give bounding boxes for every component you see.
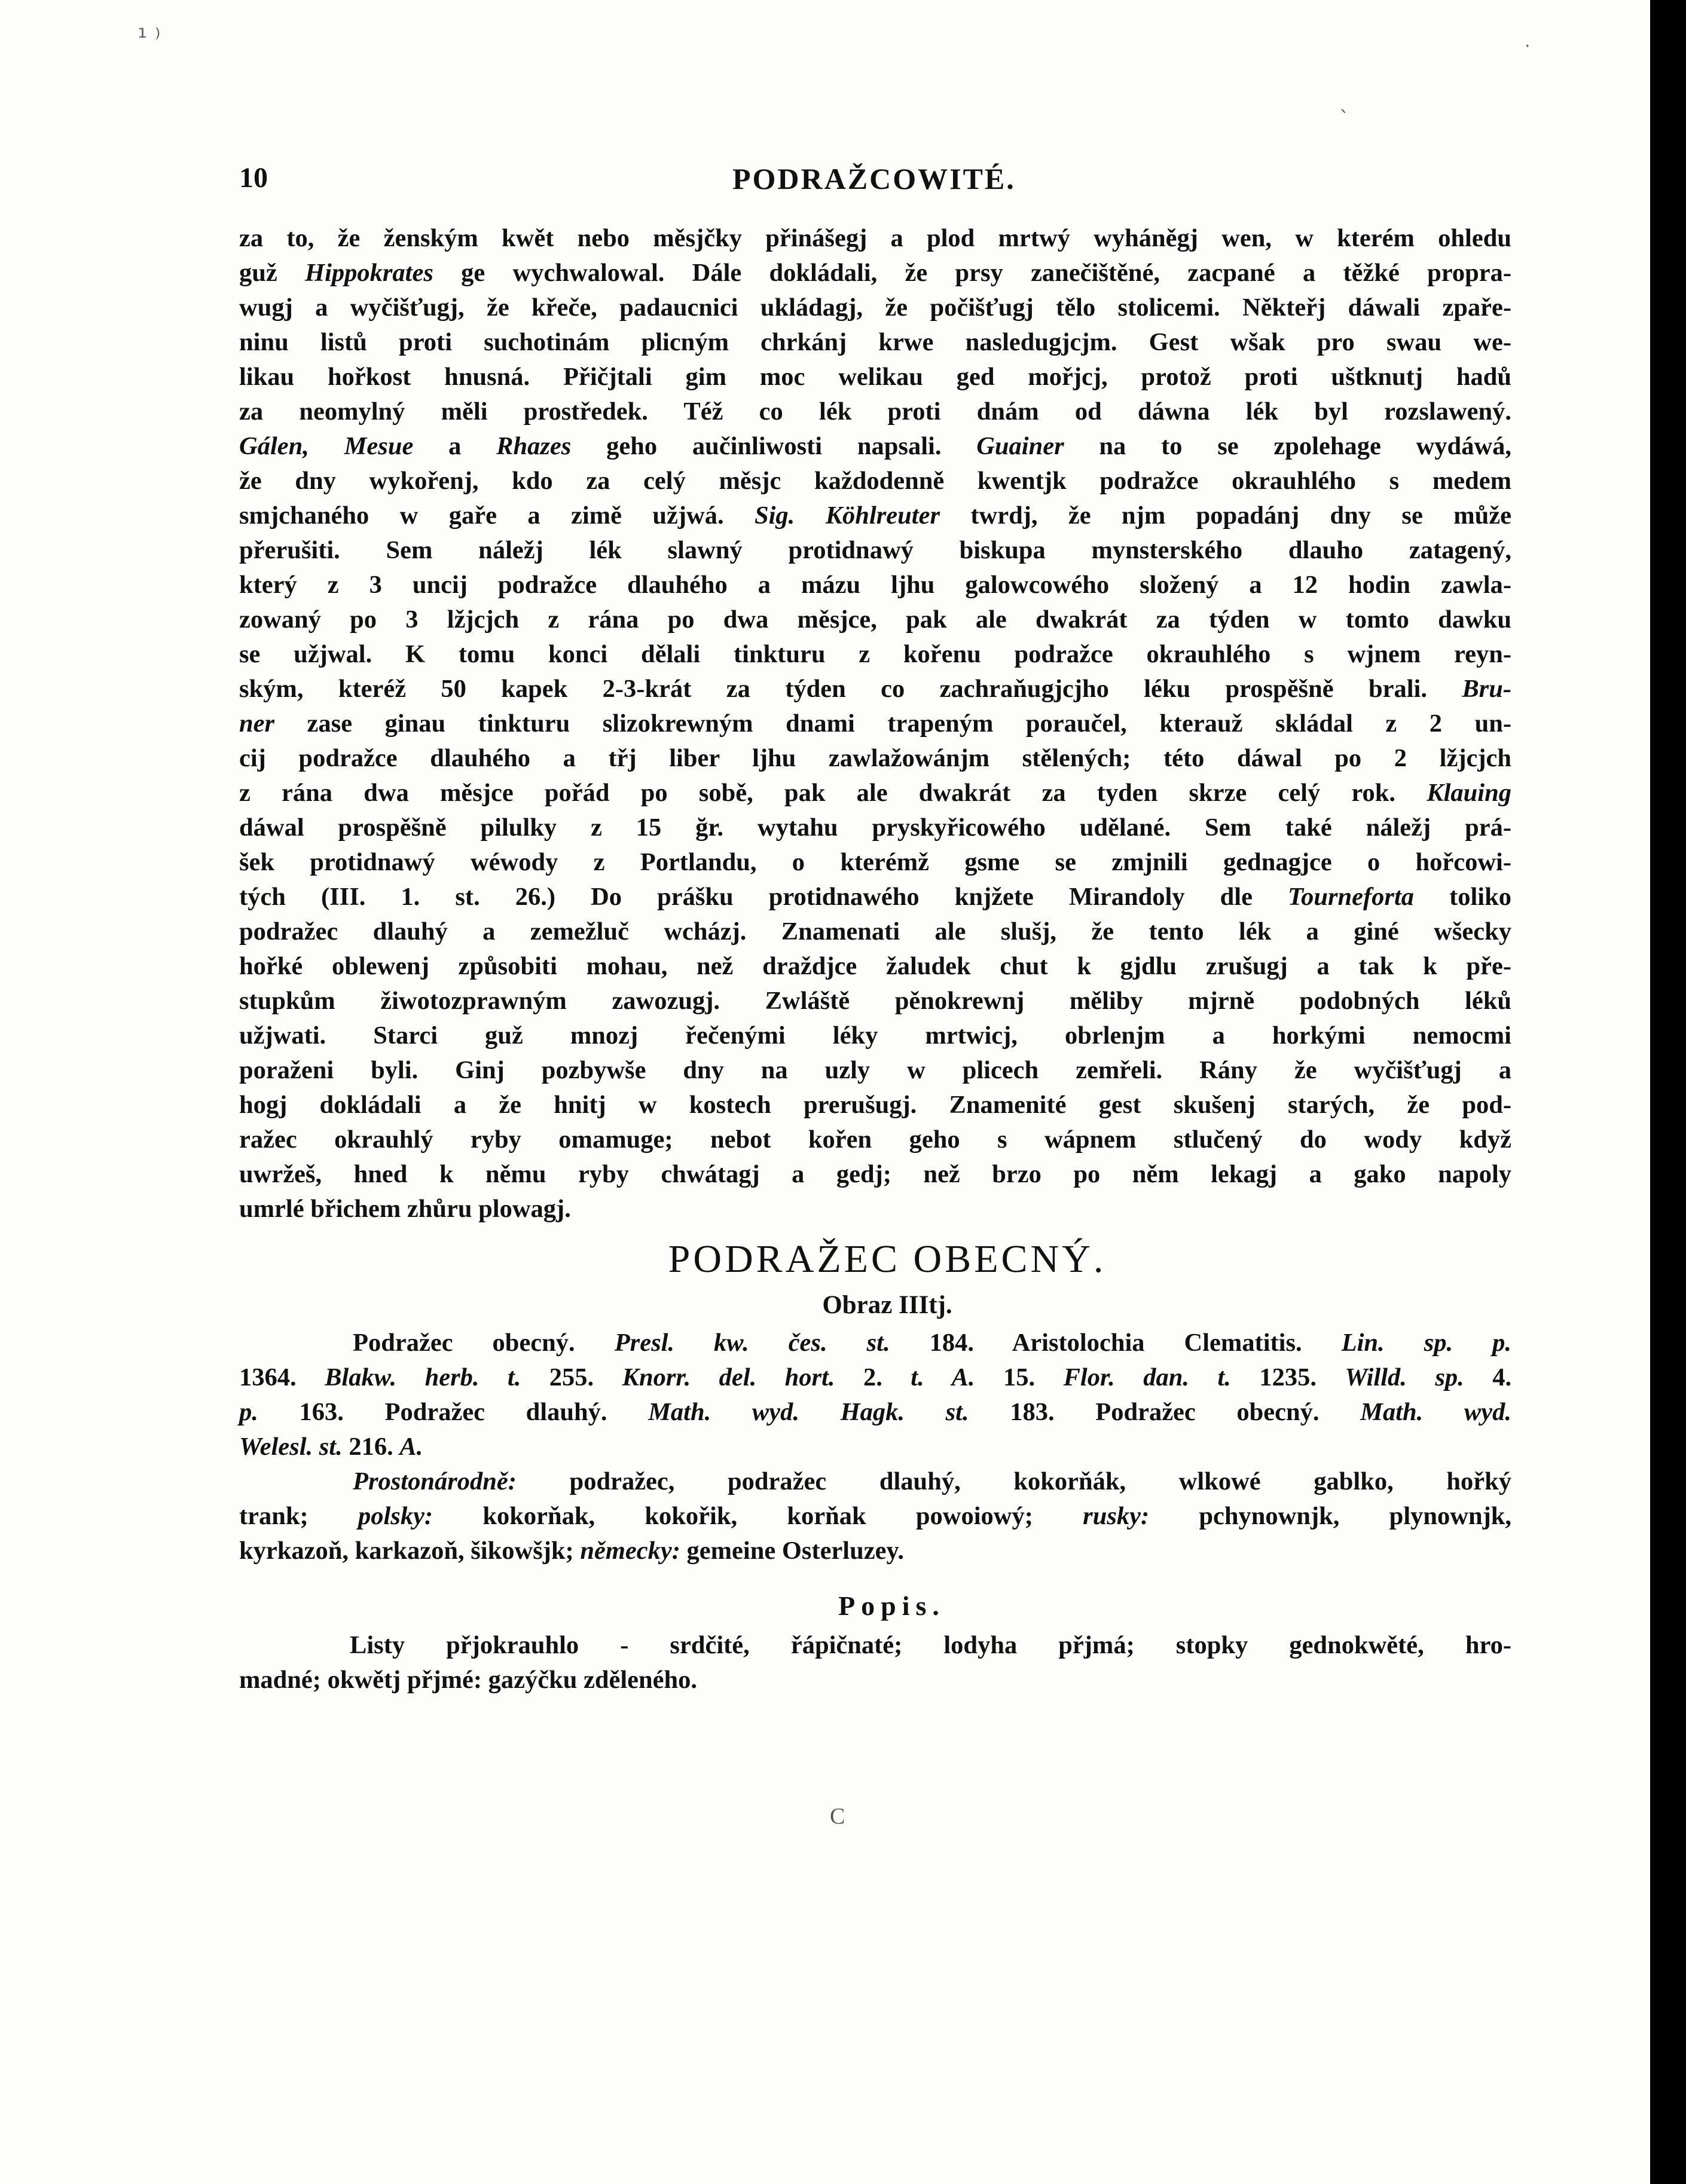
description-heading: Popis. bbox=[838, 1590, 945, 1621]
synonym-line: Podražec obecný. Presl. kw. čes. st. 184. Aristolochia Clematitis. Lin. sp. p. bbox=[353, 1329, 1511, 1357]
italic-citation: Rhazes bbox=[496, 432, 572, 460]
synonymy-block bbox=[239, 1326, 1511, 1464]
text-line: wugj a wyčišťugj, že křeče, padaucnici ukládagj, že počišťugj tělo stolicemi. Někteřj dáwali zpaře- bbox=[239, 293, 1511, 322]
page-number: 10 bbox=[239, 162, 268, 194]
text-line: stupkům žiwotozprawným zawozugj. Zwláště pěnokrewnj měliby mjrně podobných léků bbox=[239, 987, 1511, 1015]
scan-speck: · bbox=[1525, 36, 1531, 57]
italic-citation: Willd. sp. bbox=[1345, 1363, 1464, 1391]
page-body bbox=[239, 221, 1511, 1697]
italic-citation: Klauing bbox=[1427, 779, 1511, 807]
text-line: za to, že ženským kwět nebo měsjčky přinášegj a plod mrtwý wyháněgj wen, w kterém ohledu bbox=[239, 224, 1511, 252]
italic-citation: rusky: bbox=[1083, 1502, 1150, 1530]
signature-mark: C bbox=[830, 1804, 845, 1829]
text-line: hogj dokládali a že hnitj w kostech prerušugj. Znamenité gest skušenj starých, že pod- bbox=[239, 1091, 1511, 1119]
description-line: madné; okwětj přjmé: gazýčku zděleného. bbox=[239, 1666, 698, 1694]
italic-citation: Flor. dan. t. bbox=[1063, 1363, 1231, 1391]
italic-citation: Math. wyd. Hagk. st. bbox=[648, 1398, 969, 1426]
text-line: ner zase ginau tinkturu slizokrewným dnami trapeným poraučel, kterauž skládal z 2 un- bbox=[239, 709, 1511, 738]
description-line: Listy přjokrauhlo - srdčité, řápičnaté; lodyha přjmá; stopky gednokwěté, hro- bbox=[350, 1631, 1511, 1659]
scan-speck: ¹ ⁾ bbox=[138, 24, 161, 51]
running-title: PODRAŽCOWITÉ. bbox=[732, 162, 1016, 195]
text-line: poraženi byli. Ginj pozbywše dny na uzly w plicech zemřeli. Rány že wyčišťugj a bbox=[239, 1056, 1511, 1084]
italic-citation: Bru- bbox=[1462, 675, 1511, 703]
italic-citation: Prostonárodně: bbox=[353, 1467, 517, 1495]
italic-citation: Presl. kw. čes. st. bbox=[614, 1329, 890, 1357]
text-line: uwržeš, hned k němu ryby chwátagj a gedj; než brzo po něm lekagj a gako napoly bbox=[239, 1160, 1511, 1188]
text-line: z rána dwa měsjce pořád po sobě, pak ale dwakrát za tyden skrze celý rok. Klauing bbox=[239, 779, 1511, 807]
synonym-line: 1364. Blakw. herb. t. 255. Knorr. del. hort. 2. t. A. 15. Flor. dan. t. 1235. Willd. sp. 4. bbox=[239, 1363, 1512, 1391]
italic-citation: Gálen, Mesue bbox=[239, 432, 414, 460]
section-title: PODRAŽEC OBECNÝ. bbox=[668, 1237, 1107, 1281]
folk-name-line: Prostonárodně: podražec, podražec dlauhý, kokorňák, wlkowé gablko, hořký bbox=[353, 1467, 1511, 1495]
text-line: umrlé břichem zhůru plowagj. bbox=[239, 1195, 571, 1223]
italic-citation: Guainer bbox=[976, 432, 1064, 460]
text-line: který z 3 uncij podražce dlauhého a mázu ljhu galowcowého složený a 12 hodin zawla- bbox=[239, 571, 1511, 599]
text-line: ninu listů proti suchotinám plicným chrkánj krwe nasledugjcjm. Gest wšak pro swau we- bbox=[239, 328, 1511, 356]
text-line: ským, kteréž 50 kapek 2-3-krát za týden co zachraňugjcjho léku prospěšně brali. Bru- bbox=[239, 675, 1511, 703]
paragraph-medicinal-uses bbox=[239, 221, 1511, 1226]
synonym-line: p. 163. Podražec dlauhý. Math. wyd. Hagk. st. 183. Podražec obecný. Math. wyd. bbox=[239, 1398, 1511, 1426]
text-line: guž Hippokrates ge wychwalowal. Dále dokládali, že prsy zanečištěné, zacpané a těžké propra- bbox=[239, 259, 1511, 287]
text-line: za neomylný měli prostředek. Též co lék proti dnám od dáwna lék byl rozslawený. bbox=[239, 397, 1511, 426]
italic-citation: Blakw. herb. t. bbox=[325, 1363, 521, 1391]
folk-name-line: kyrkazoň, karkazoň, šikowšjk; německy: gemeine Osterluzey. bbox=[239, 1537, 904, 1565]
italic-citation: Lin. sp. p. bbox=[1341, 1329, 1511, 1357]
text-line: že dny wykořenj, kdo za celý měsjc každodenně kwentjk podražce okrauhlého s medem bbox=[239, 467, 1511, 495]
text-line: zowaný po 3 lžjcjch z rána po dwa měsjce, pak ale dwakrát za týden w tomto dawku bbox=[239, 605, 1511, 634]
text-line: likau hořkost hnusná. Přičjtali gim moc welikau ged mořjcj, protož proti uštknutj hadů bbox=[239, 363, 1511, 391]
italic-citation: ner bbox=[239, 709, 275, 738]
description-block bbox=[239, 1628, 1511, 1697]
text-line: tých (III. 1. st. 26.) Do prášku protidnawého knjžete Mirandoly dle Tourneforta toliko bbox=[239, 883, 1512, 911]
italic-citation: t. A. bbox=[911, 1363, 975, 1391]
text-line: Gálen, Mesue a Rhazes geho aučinliwosti napsali. Guainer na to se zpolehage wydáwá, bbox=[239, 432, 1512, 460]
folk-names-block bbox=[239, 1464, 1511, 1568]
text-line: dáwal prospěšně pilulky z 15 ğr. wytahu pryskyřicowého udělané. Sem také náležj prá- bbox=[239, 813, 1511, 842]
text-line: se užjwal. K tomu konci dělali tinkturu z kořenu podražce okrauhlého s wjnem reyn- bbox=[239, 640, 1511, 668]
text-line: ražec okrauhlý ryby omamuge; nebot kořen geho s wápnem stlučený do wody když bbox=[239, 1125, 1511, 1154]
folk-name-line: trank; polsky: kokorňak, kokořik, korňak powoiowý; rusky: pchynownjk, plynownjk, bbox=[239, 1502, 1512, 1530]
text-line: užjwati. Starci guž mnozj řečenými léky mrtwicj, obrlenjm a horkými nemocmi bbox=[239, 1021, 1511, 1050]
figure-reference: Obraz IIItj. bbox=[822, 1291, 952, 1319]
text-line: hořké oblewenj způsobiti mohau, než draždjce žaludek chut k gjdlu zrušugj a tak k pře- bbox=[239, 952, 1511, 980]
italic-citation: Sig. Köhlreuter bbox=[754, 501, 940, 530]
text-line: podražec dlauhý a zemežluč wcházj. Znamenati ale slušj, že tento lék a giné wšecky bbox=[239, 917, 1511, 946]
text-line: smjchaného w gaře a zimě užjwá. Sig. Köhlreuter twrdj, že njm popadánj dny se může bbox=[239, 501, 1511, 530]
italic-citation: německy: bbox=[580, 1537, 680, 1565]
italic-citation: Math. wyd. bbox=[1360, 1398, 1511, 1426]
text-line: přerušiti. Sem náležj lék slawný protidnawý biskupa mynsterského dlauho zatagený, bbox=[239, 536, 1511, 564]
italic-citation: Knorr. del. hort. bbox=[622, 1363, 835, 1391]
italic-citation: Hippokrates bbox=[305, 259, 433, 287]
italic-citation: Welesl. st. bbox=[239, 1433, 343, 1461]
italic-citation: Tourneforta bbox=[1288, 883, 1415, 911]
italic-citation: polsky: bbox=[358, 1502, 433, 1530]
text-line: šek protidnawý wéwody z Portlandu, o kterémž gsme se zmjnili gednagjce o hořcowi- bbox=[239, 848, 1511, 876]
italic-citation: p. bbox=[239, 1398, 258, 1426]
italic-citation: A. bbox=[399, 1433, 423, 1461]
scan-border bbox=[1650, 0, 1686, 2184]
text-line: cij podražce dlauhého a třj liber ljhu zawlažowánjm stělených; této dáwal po 2 lžjcjch bbox=[239, 744, 1511, 772]
synonym-line: Welesl. st. 216. A. bbox=[239, 1433, 423, 1461]
scan-speck: ˎ bbox=[1339, 90, 1349, 114]
